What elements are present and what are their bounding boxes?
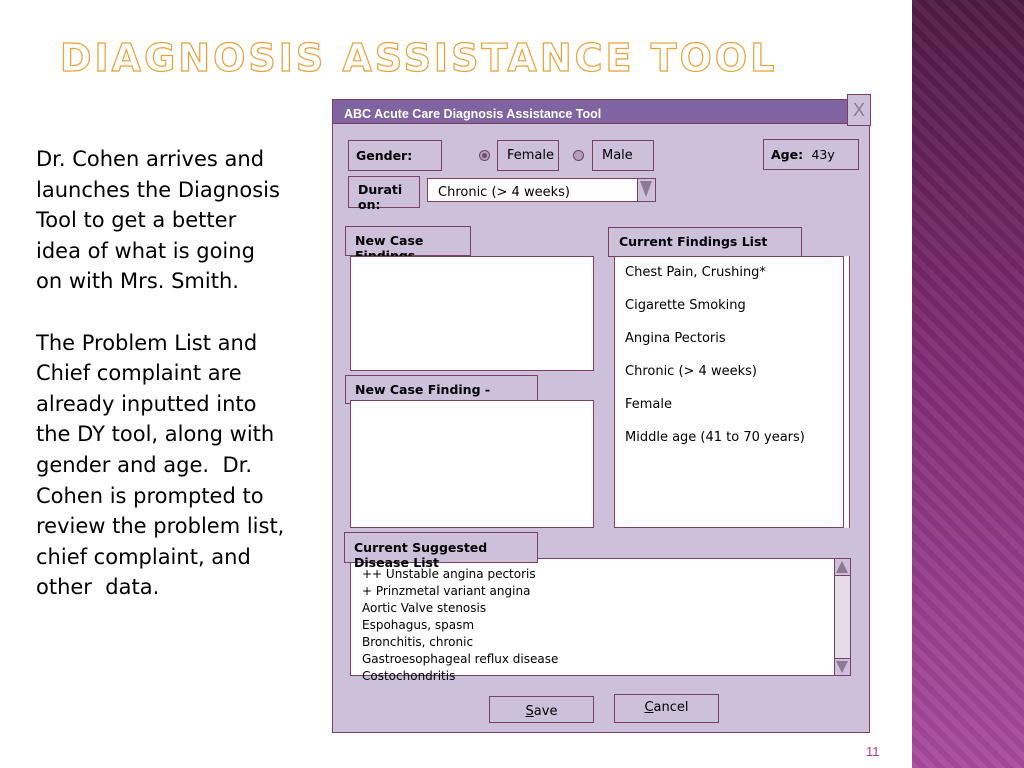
save-mnemonic: S: [525, 704, 534, 719]
list-item[interactable]: ++ Unstable angina pectoris: [362, 567, 536, 581]
list-item[interactable]: Female: [625, 397, 673, 412]
age-value: 43y: [811, 147, 835, 162]
slide-title: DIAGNOSIS ASSISTANCE TOOL: [60, 36, 778, 80]
list-item[interactable]: Costochondritis: [362, 669, 456, 683]
scroll-down-button[interactable]: [835, 658, 850, 675]
scroll-up-button[interactable]: [835, 559, 850, 576]
duration-dropdown-button[interactable]: [637, 179, 655, 201]
gender-male-label[interactable]: Male: [592, 140, 654, 171]
suggested-disease-label: Current Suggested Disease List: [344, 532, 538, 563]
dialog-title: ABC Acute Care Diagnosis Assistance Tool: [333, 100, 869, 124]
chevron-down-icon: [640, 181, 652, 197]
duration-label: Duration:: [348, 176, 420, 208]
new-case-findings-input[interactable]: [350, 256, 594, 371]
list-item[interactable]: Espohagus, spasm: [362, 618, 475, 632]
list-item[interactable]: Bronchitis, chronic: [362, 635, 474, 649]
new-case-findings-label: New Case: [345, 226, 471, 256]
age-label: Age:: [771, 147, 804, 162]
new-case-finding-details-input[interactable]: [350, 400, 594, 528]
slide-body-text: Dr. Cohen arrives and launches the Diagnosis Tool to get a better idea of what is going on with Mrs. Smith. The Problem List and Chief complaint are already inputted into the DY tool, along with gender and age. Dr. Cohen is prompted to review the problem list, chief complaint, and other data.: [36, 147, 285, 600]
save-button[interactable]: [489, 696, 594, 723]
page-number: 11: [866, 744, 880, 759]
list-item[interactable]: Chronic (> 4 weeks): [625, 364, 757, 379]
list-item[interactable]: Middle age (41 to 70 years): [625, 430, 805, 445]
close-icon: X: [852, 100, 865, 120]
age-field: [763, 139, 859, 170]
save-label: ave: [533, 704, 558, 719]
cancel-button[interactable]: [614, 694, 719, 723]
list-item[interactable]: Chest Pain, Crushing*: [625, 265, 766, 280]
list-item[interactable]: Cigarette Smoking: [625, 298, 746, 313]
findings-scrollbar[interactable]: [843, 256, 850, 528]
list-item[interactable]: + Prinzmetal variant angina: [362, 584, 531, 598]
duration-select-value: Chronic (> 4 weeks): [438, 185, 570, 200]
list-item[interactable]: Angina Pectoris: [625, 331, 726, 346]
decorative-side-band: [912, 0, 1024, 768]
gender-label: Gender:: [348, 140, 442, 171]
duration-select[interactable]: [427, 178, 656, 202]
list-item[interactable]: Aortic Valve stenosis: [362, 601, 487, 615]
triangle-down-icon: [836, 661, 848, 673]
list-item[interactable]: Gastroesophageal reflux disease: [362, 652, 559, 666]
disease-list-scrollbar[interactable]: [834, 558, 851, 676]
gender-female-radio[interactable]: [479, 150, 490, 161]
current-findings-list[interactable]: [614, 256, 846, 528]
suggested-disease-list[interactable]: [350, 558, 851, 683]
gender-male-radio[interactable]: [573, 150, 584, 161]
triangle-up-icon: [836, 561, 848, 573]
cancel-label: ancel: [653, 700, 689, 715]
gender-female-label[interactable]: Female: [497, 140, 559, 171]
cancel-mnemonic: C: [644, 700, 654, 715]
new-case-finding-details-label: New Case Finding -: [345, 375, 538, 404]
current-findings-label: Current Findings List: [608, 227, 802, 257]
close-button[interactable]: [847, 94, 871, 126]
